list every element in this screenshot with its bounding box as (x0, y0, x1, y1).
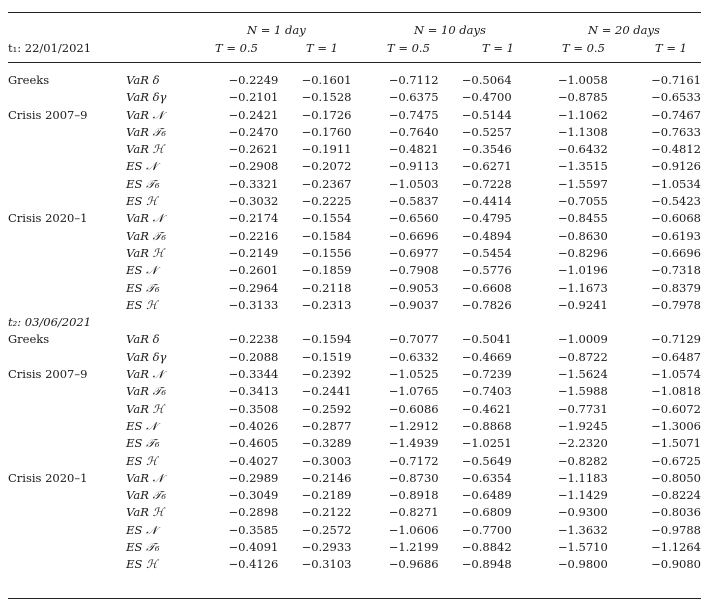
value-cell: −0.6489 (461, 488, 512, 503)
value-cell: −0.8918 (388, 488, 439, 503)
value-cell: −0.6072 (651, 401, 701, 416)
risk-measure-label: VaR δ (126, 332, 160, 347)
risk-measure-label: VaR ℋ (126, 245, 164, 260)
value-cell: −0.1556 (301, 245, 352, 260)
table-row (8, 401, 701, 418)
row-group-label (8, 297, 126, 314)
value-cell: −0.8296 (557, 245, 608, 260)
table-row (8, 141, 701, 158)
table-row (8, 193, 701, 210)
subheader-20d-t1: T = 1 (655, 41, 687, 55)
value-cell: −0.3103 (301, 557, 352, 572)
row-group-label (8, 539, 126, 556)
row-group-label: Crisis 2020–1 (8, 470, 88, 485)
value-cell: −1.3006 (651, 418, 701, 433)
value-cell: −1.1264 (651, 540, 701, 555)
value-cell: −0.5776 (461, 263, 512, 278)
value-cell: −0.2146 (301, 470, 352, 485)
table-row (8, 418, 701, 435)
risk-measure-label: ES ℋ (126, 453, 158, 468)
table-header-rule (8, 62, 701, 63)
value-cell: −0.5454 (461, 245, 512, 260)
row-group-label (8, 487, 126, 504)
value-cell: −0.7228 (461, 176, 512, 191)
value-cell: −0.4605 (228, 436, 279, 451)
value-cell: −0.2072 (301, 159, 352, 174)
table-row (8, 522, 701, 539)
value-cell: −0.8224 (651, 488, 701, 503)
value-cell: −0.1911 (301, 142, 352, 157)
value-cell: −0.7129 (651, 332, 701, 347)
value-cell: −0.6068 (651, 211, 701, 226)
value-cell: −0.7161 (651, 73, 701, 87)
value-cell: −0.3585 (228, 522, 279, 537)
value-cell: −0.4091 (228, 540, 279, 555)
date-label-t1: t₁: 22/01/2021 (8, 41, 92, 55)
value-cell: −0.7978 (651, 297, 701, 312)
value-cell: −0.1528 (301, 90, 352, 105)
value-cell: −1.0818 (651, 384, 701, 399)
value-cell: −0.9080 (651, 557, 701, 572)
risk-measure-label: VaR ℋ (126, 505, 164, 520)
value-cell: −0.1601 (301, 73, 352, 87)
value-cell: −0.2441 (301, 384, 352, 399)
risk-measure-label: VaR 𝒯₆ (126, 228, 166, 243)
value-cell: −0.8842 (461, 540, 512, 555)
value-cell: −0.4795 (461, 211, 512, 226)
value-cell: −0.3546 (461, 142, 512, 157)
value-cell: −0.7908 (388, 263, 439, 278)
value-cell: −0.1726 (301, 107, 352, 122)
row-group-label (8, 522, 126, 539)
row-group-label (8, 228, 126, 245)
table-row (8, 176, 701, 193)
table-row (8, 453, 701, 470)
value-cell: −0.4812 (651, 142, 701, 157)
value-cell: −0.5144 (461, 107, 512, 122)
risk-measure-label: ES 𝒩 (126, 159, 158, 174)
value-cell: −1.2912 (388, 418, 439, 433)
value-cell: −1.5071 (651, 436, 701, 451)
value-cell: −1.0009 (557, 332, 608, 347)
value-cell: −0.9300 (557, 505, 608, 520)
risk-measure-label: VaR 𝒯₆ (126, 488, 166, 503)
risk-measure-label: ES 𝒯₆ (126, 436, 160, 451)
table-row (8, 89, 701, 106)
value-cell: −1.0251 (461, 436, 512, 451)
value-cell: −0.5257 (461, 124, 512, 139)
value-cell: −0.4026 (228, 418, 279, 433)
value-cell: −1.3515 (557, 159, 608, 174)
value-cell: −0.2392 (301, 367, 352, 382)
risk-measure-label: VaR 𝒯₆ (126, 124, 166, 139)
value-cell: −0.7731 (557, 401, 608, 416)
row-group-label (8, 349, 126, 366)
value-cell: −0.4700 (461, 90, 512, 105)
value-cell: −0.2118 (301, 280, 352, 295)
value-cell: −0.6696 (651, 245, 701, 260)
risk-measure-label: ES 𝒯₆ (126, 540, 160, 555)
risk-measure-label: VaR ℋ (126, 401, 164, 416)
group-header-1-day: N = 1 day (247, 23, 306, 37)
value-cell: −0.2989 (228, 470, 279, 485)
value-cell: −1.9245 (557, 418, 608, 433)
value-cell: −0.3321 (228, 176, 279, 191)
row-group-label (8, 245, 126, 262)
table-row (8, 228, 701, 245)
value-cell: −0.8379 (651, 280, 701, 295)
value-cell: −0.5423 (651, 194, 701, 209)
value-cell: −1.0765 (388, 384, 439, 399)
value-cell: −0.7112 (388, 73, 439, 87)
value-cell: −0.5041 (461, 332, 512, 347)
table-row (8, 280, 701, 297)
value-cell: −0.6432 (557, 142, 608, 157)
value-cell: −1.3632 (557, 522, 608, 537)
value-cell: −0.6533 (651, 90, 701, 105)
value-cell: −0.8785 (557, 90, 608, 105)
value-cell: −0.2592 (301, 401, 352, 416)
value-cell: −0.8722 (557, 349, 608, 364)
value-cell: −1.1673 (557, 280, 608, 295)
value-cell: −0.7700 (461, 522, 512, 537)
table-row (8, 262, 701, 279)
value-cell: −0.1519 (301, 349, 352, 364)
value-cell: −1.5624 (557, 367, 608, 382)
row-group-label: Crisis 2020–1 (8, 211, 88, 226)
risk-measure-label: ES 𝒩 (126, 418, 158, 433)
risk-measure-label: ES ℋ (126, 297, 158, 312)
table-top-rule (8, 12, 701, 13)
value-cell: −0.1554 (301, 211, 352, 226)
table-row (8, 366, 701, 383)
table-row (8, 245, 701, 262)
value-cell: −0.3344 (228, 367, 279, 382)
subheader-10d-t1: T = 1 (482, 41, 514, 55)
value-cell: −0.1584 (301, 228, 352, 243)
risk-measure-label: VaR 𝒩 (126, 470, 164, 485)
value-cell: −0.4669 (461, 349, 512, 364)
value-cell: −0.4414 (461, 194, 512, 209)
subheader-10d-t05: T = 0.5 (387, 41, 430, 55)
risk-measure-label: ES 𝒯₆ (126, 176, 160, 191)
risk-measure-label: ES 𝒯₆ (126, 280, 160, 295)
risk-measure-label: VaR 𝒩 (126, 107, 164, 122)
risk-measure-label: ES ℋ (126, 557, 158, 572)
value-cell: −0.2225 (301, 194, 352, 209)
value-cell: −0.7475 (388, 107, 439, 122)
value-cell: −0.3289 (301, 436, 352, 451)
table-row (8, 470, 701, 487)
value-cell: −0.2933 (301, 540, 352, 555)
table-bottom-rule (8, 598, 701, 599)
value-cell: −0.4621 (461, 401, 512, 416)
value-cell: −0.2421 (228, 107, 279, 122)
value-cell: −0.9037 (388, 297, 439, 312)
value-cell: −0.6271 (461, 159, 512, 174)
value-cell: −0.9788 (651, 522, 701, 537)
value-cell: −0.9053 (388, 280, 439, 295)
value-cell: −0.4027 (228, 453, 279, 468)
section-row (8, 314, 701, 331)
risk-measure-label: VaR ℋ (126, 142, 164, 157)
value-cell: −1.0058 (557, 73, 608, 87)
value-cell: −0.6332 (388, 349, 439, 364)
value-cell: −1.5597 (557, 176, 608, 191)
row-group-label (8, 141, 126, 158)
value-cell: −1.4939 (388, 436, 439, 451)
value-cell: −1.0574 (651, 367, 701, 382)
value-cell: −0.8271 (388, 505, 439, 520)
value-cell: −0.6725 (651, 453, 701, 468)
row-group-label (8, 124, 126, 141)
value-cell: −0.2470 (228, 124, 279, 139)
value-cell: −0.9800 (557, 557, 608, 572)
value-cell: −0.2601 (228, 263, 279, 278)
table-row (8, 331, 701, 348)
risk-measure-label: VaR δγ (126, 349, 167, 364)
group-header-10-days: N = 10 days (414, 23, 486, 37)
value-cell: −0.3003 (301, 453, 352, 468)
value-cell: −0.2101 (228, 90, 279, 105)
value-cell: −0.9241 (557, 297, 608, 312)
value-cell: −1.0196 (557, 263, 608, 278)
value-cell: −0.2216 (228, 228, 279, 243)
value-cell: −0.6193 (651, 228, 701, 243)
value-cell: −0.4126 (228, 557, 279, 572)
value-cell: −0.7826 (461, 297, 512, 312)
value-cell: −0.2189 (301, 488, 352, 503)
table-row (8, 210, 701, 227)
value-cell: −0.6977 (388, 245, 439, 260)
value-cell: −0.3133 (228, 297, 279, 312)
table-row (8, 107, 701, 124)
value-cell: −0.2898 (228, 505, 279, 520)
value-cell: −1.0503 (388, 176, 439, 191)
value-cell: −0.2088 (228, 349, 279, 364)
value-cell: −1.1429 (557, 488, 608, 503)
value-cell: −0.3508 (228, 401, 279, 416)
value-cell: −1.0525 (388, 367, 439, 382)
row-group-label: Greeks (8, 332, 50, 347)
risk-measure-label: VaR 𝒯₆ (126, 384, 166, 399)
value-cell: −0.7633 (651, 124, 701, 139)
risk-measure-label: ES ℋ (126, 194, 158, 209)
date-label-t2: t₂: 03/06/2021 (8, 315, 92, 330)
value-cell: −0.6375 (388, 90, 439, 105)
value-cell: −0.2249 (228, 73, 279, 87)
value-cell: −0.6560 (388, 211, 439, 226)
row-group-label (8, 556, 126, 573)
value-cell: −0.8730 (388, 470, 439, 485)
risk-measure-label: ES 𝒩 (126, 522, 158, 537)
risk-measure-label: VaR 𝒩 (126, 211, 164, 226)
value-cell: −0.6696 (388, 228, 439, 243)
table-row (8, 539, 701, 556)
row-group-label (8, 158, 126, 175)
value-cell: −0.6809 (461, 505, 512, 520)
row-group-label (8, 193, 126, 210)
row-group-label (8, 280, 126, 297)
subheader-1d-t05: T = 0.5 (215, 41, 258, 55)
row-group-label (8, 383, 126, 400)
table-row (8, 504, 701, 521)
value-cell: −0.2572 (301, 522, 352, 537)
value-cell: −0.6354 (461, 470, 512, 485)
value-cell: −0.8050 (651, 470, 701, 485)
value-cell: −0.6608 (461, 280, 512, 295)
risk-measure-label: ES 𝒩 (126, 263, 158, 278)
subheader-1d-t1: T = 1 (306, 41, 338, 55)
row-group-label (8, 453, 126, 470)
value-cell: −0.3049 (228, 488, 279, 503)
value-cell: −0.1760 (301, 124, 352, 139)
value-cell: −0.2313 (301, 297, 352, 312)
value-cell: −0.9126 (651, 159, 701, 174)
table-row (8, 124, 701, 141)
value-cell: −0.7077 (388, 332, 439, 347)
value-cell: −0.6086 (388, 401, 439, 416)
value-cell: −0.5649 (461, 453, 512, 468)
row-group-label (8, 176, 126, 193)
value-cell: −0.7403 (461, 384, 512, 399)
table-row (8, 349, 701, 366)
row-group-label (8, 418, 126, 435)
value-cell: −0.6487 (651, 349, 701, 364)
value-cell: −1.1062 (557, 107, 608, 122)
value-cell: −0.8282 (557, 453, 608, 468)
value-cell: −1.2199 (388, 540, 439, 555)
value-cell: −0.8455 (557, 211, 608, 226)
value-cell: −1.1183 (557, 470, 608, 485)
row-group-label (8, 504, 126, 521)
value-cell: −0.7467 (651, 107, 701, 122)
value-cell: −0.2367 (301, 176, 352, 191)
subheader-20d-t05: T = 0.5 (562, 41, 605, 55)
table-row (8, 297, 701, 314)
value-cell: −0.2174 (228, 211, 279, 226)
value-cell: −0.2122 (301, 505, 352, 520)
value-cell: −0.7055 (557, 194, 608, 209)
table-row (8, 435, 701, 452)
value-cell: −1.1308 (557, 124, 608, 139)
value-cell: −0.7318 (651, 263, 701, 278)
value-cell: −0.1859 (301, 263, 352, 278)
row-group-label (8, 401, 126, 418)
value-cell: −0.9113 (388, 159, 439, 174)
table-row (8, 556, 701, 573)
risk-measure-label: VaR δ (126, 73, 160, 87)
row-group-label (8, 435, 126, 452)
value-cell: −0.5837 (388, 194, 439, 209)
row-group-label: Crisis 2007–9 (8, 367, 88, 382)
value-cell: −0.3032 (228, 194, 279, 209)
table-row (8, 158, 701, 175)
value-cell: −1.5988 (557, 384, 608, 399)
value-cell: −0.7172 (388, 453, 439, 468)
value-cell: −0.8036 (651, 505, 701, 520)
risk-measure-label: VaR 𝒩 (126, 367, 164, 382)
value-cell: −0.8630 (557, 228, 608, 243)
value-cell: −0.8948 (461, 557, 512, 572)
value-cell: −0.9686 (388, 557, 439, 572)
risk-measure-label: VaR δγ (126, 90, 167, 105)
row-group-label (8, 262, 126, 279)
value-cell: −0.2877 (301, 418, 352, 433)
value-cell: −0.2621 (228, 142, 279, 157)
value-cell: −0.1594 (301, 332, 352, 347)
value-cell: −0.2908 (228, 159, 279, 174)
value-cell: −0.5064 (461, 73, 512, 87)
value-cell: −0.2964 (228, 280, 279, 295)
value-cell: −1.0534 (651, 176, 701, 191)
table-row (8, 487, 701, 504)
group-header-20-days: N = 20 days (588, 23, 660, 37)
value-cell: −0.7239 (461, 367, 512, 382)
results-table (8, 72, 701, 574)
value-cell: −0.3413 (228, 384, 279, 399)
value-cell: −0.8868 (461, 418, 512, 433)
table-row (8, 383, 701, 400)
row-group-label: Greeks (8, 73, 50, 87)
value-cell: −1.0606 (388, 522, 439, 537)
value-cell: −0.7640 (388, 124, 439, 139)
row-group-label: Crisis 2007–9 (8, 107, 88, 122)
value-cell: −1.5710 (557, 540, 608, 555)
row-group-label (8, 89, 126, 106)
value-cell: −0.4894 (461, 228, 512, 243)
value-cell: −0.4821 (388, 142, 439, 157)
value-cell: −0.2149 (228, 245, 279, 260)
table-row (8, 72, 701, 89)
value-cell: −2.2320 (557, 436, 608, 451)
value-cell: −0.2238 (228, 332, 279, 347)
